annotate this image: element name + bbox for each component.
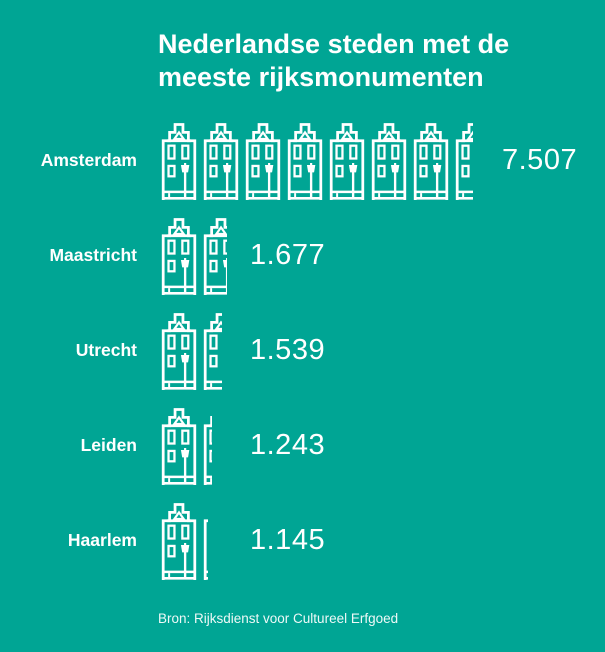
city-label: Haarlem (67, 530, 137, 550)
canal-house-icon (161, 406, 197, 485)
city-label: Amsterdam (40, 150, 137, 170)
icon-bar (161, 121, 491, 200)
canal-house-icon-partial (203, 216, 239, 295)
value-label: 1.145 (250, 524, 326, 556)
icon-bar (161, 311, 239, 390)
canal-house-icon (371, 121, 407, 200)
canal-house-icon (413, 121, 449, 200)
value-label: 1.677 (250, 239, 326, 271)
canal-house-icon (329, 121, 365, 200)
canal-house-icon-partial (203, 406, 239, 485)
chart-row (0, 501, 605, 580)
canal-house-icon (287, 121, 323, 200)
chart-row (0, 311, 605, 390)
canal-house-icon (203, 121, 239, 200)
value-label: 7.507 (502, 144, 578, 176)
value-label: 1.243 (250, 429, 326, 461)
city-label: Utrecht (75, 340, 137, 360)
icon-bar (161, 216, 239, 295)
chart-row (0, 216, 605, 295)
chart-title (158, 28, 509, 94)
canal-house-icon-partial (455, 121, 491, 200)
canal-house-icon (245, 121, 281, 200)
chart-row (0, 406, 605, 485)
pictogram-chart (0, 121, 605, 596)
canal-house-icon (161, 501, 197, 580)
canal-house-icon-partial (203, 501, 239, 580)
canal-house-icon (203, 216, 227, 295)
canal-house-icon (161, 121, 197, 200)
value-label: 1.539 (250, 334, 326, 366)
canal-house-icon-partial (203, 311, 239, 390)
icon-bar (161, 406, 239, 485)
canal-house-icon (203, 406, 212, 485)
chart-title-line2: meeste rijksmonumenten (158, 62, 484, 92)
canal-house-icon (161, 311, 197, 390)
city-label: Leiden (80, 435, 137, 455)
icon-bar (161, 501, 239, 580)
city-label: Maastricht (49, 245, 137, 265)
source-credit: Bron: Rijksdienst voor Cultureel Erfgoed (158, 611, 399, 626)
canal-house-icon (203, 501, 208, 580)
canal-house-icon (455, 121, 473, 200)
canal-house-icon (203, 311, 222, 390)
chart-row (0, 121, 605, 200)
chart-title-line1: Nederlandse steden met de (158, 29, 510, 59)
canal-house-icon (161, 216, 197, 295)
